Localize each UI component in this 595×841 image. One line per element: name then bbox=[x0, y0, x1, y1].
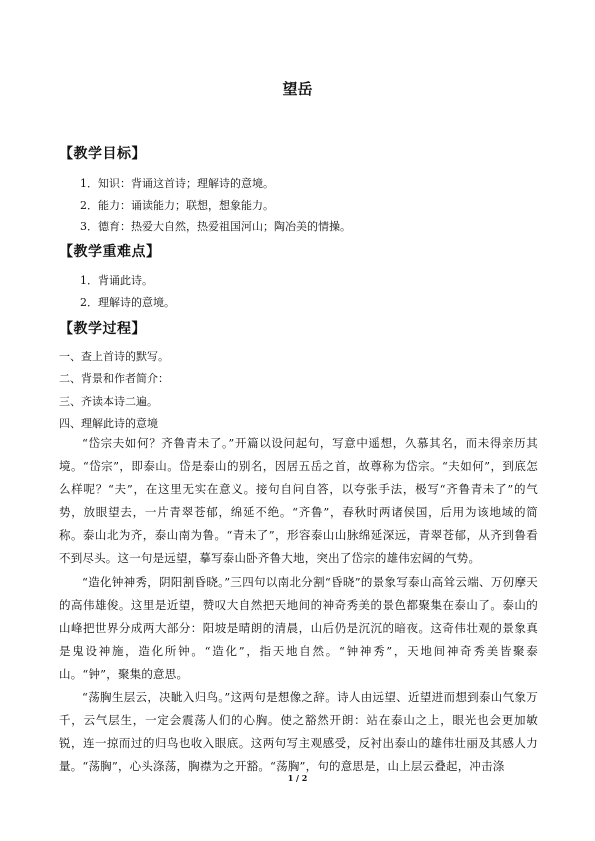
body-paragraph: “荡胸生层云，决眦入归鸟。”这两句是想像之辞。诗人由远望、近望进而想到泰山气象万千，云气层生，一定会震荡人们的心胸。使之豁然开朗：站在泰山之上，眼光也会更加敏锐，连一掠而过的归鸟也收入眼底。这两句写主观感受，反衬出泰山的雄伟壮丽及其感人力量。“荡胸”，心头涤荡，胸襟为之开豁。“荡胸”，句的意思是，山上层云叠起，冲击涤 bbox=[59, 690, 538, 773]
goal-item: 3．德育：热爱大自然，热爱祖国河山；陶冶美的情操。 bbox=[80, 220, 351, 233]
process-step: 二、背景和作者简介： bbox=[59, 372, 169, 385]
section-heading-goals: 【教学目标】 bbox=[59, 146, 146, 162]
keypoint-item: 2．理解诗的意境。 bbox=[80, 296, 175, 309]
page-title: 望岳 bbox=[282, 80, 313, 98]
body-paragraph: “造化钟神秀，阴阳割昏晓。”三四句以南北分割“昏晓”的景象写泰山高耸云端、万仞摩天的高伟雄俊。这里是近望，赞叹大自然把天地间的神奇秀美的景色都聚集在泰山了。泰山的山峰把世界分成两大部分：阳坡是晴朗的清晨，山后仍是沉沉的暗夜。这奇伟壮观的景象真是鬼设神施，造化所钟。“造化”，指天地自然。“钟神秀”，天地间神奇秀美皆聚泰山。“钟”，聚集的意思。 bbox=[59, 575, 538, 681]
goal-item: 1．知识：背诵这首诗；理解诗的意境。 bbox=[80, 177, 274, 190]
section-heading-process: 【教学过程】 bbox=[59, 321, 146, 337]
process-step: 一、查上首诗的默写。 bbox=[59, 350, 169, 363]
process-step: 三、齐读本诗二遍。 bbox=[59, 395, 158, 408]
goal-item: 2．能力：诵读能力；联想，想象能力。 bbox=[80, 199, 274, 212]
section-heading-keypoints: 【教学重难点】 bbox=[59, 244, 161, 260]
keypoint-item: 1．背诵此诗。 bbox=[80, 274, 153, 287]
page-number: 1 / 2 bbox=[287, 773, 308, 783]
process-step: 四、理解此诗的意境 bbox=[59, 417, 158, 430]
body-paragraph: “岱宗夫如何？齐鲁青未了。”开篇以设问起句，写意中遥想，久慕其名，而未得亲历其境。“岱宗”，即泰山。岱是泰山的别名，因居五岳之首，故尊称为岱宗。“夫如何”，到底怎么样呢？“夫”，在这里无实在意义。接句自问自答，以夸张手法，极写“齐鲁青未了”的气势，放眼望去，一片青翠苍郁，绵延不绝。“齐鲁”，春秋时两诸侯国，后用为该地域的简称。泰山北为齐，泰山南为鲁。“青未了”，形容泰山山脉绵延深远，青翠苍郁，从齐到鲁看不到尽头。这一句是远望，摹写泰山卧齐鲁大地，突出了岱宗的雄伟宏阔的气势。 bbox=[59, 436, 538, 565]
